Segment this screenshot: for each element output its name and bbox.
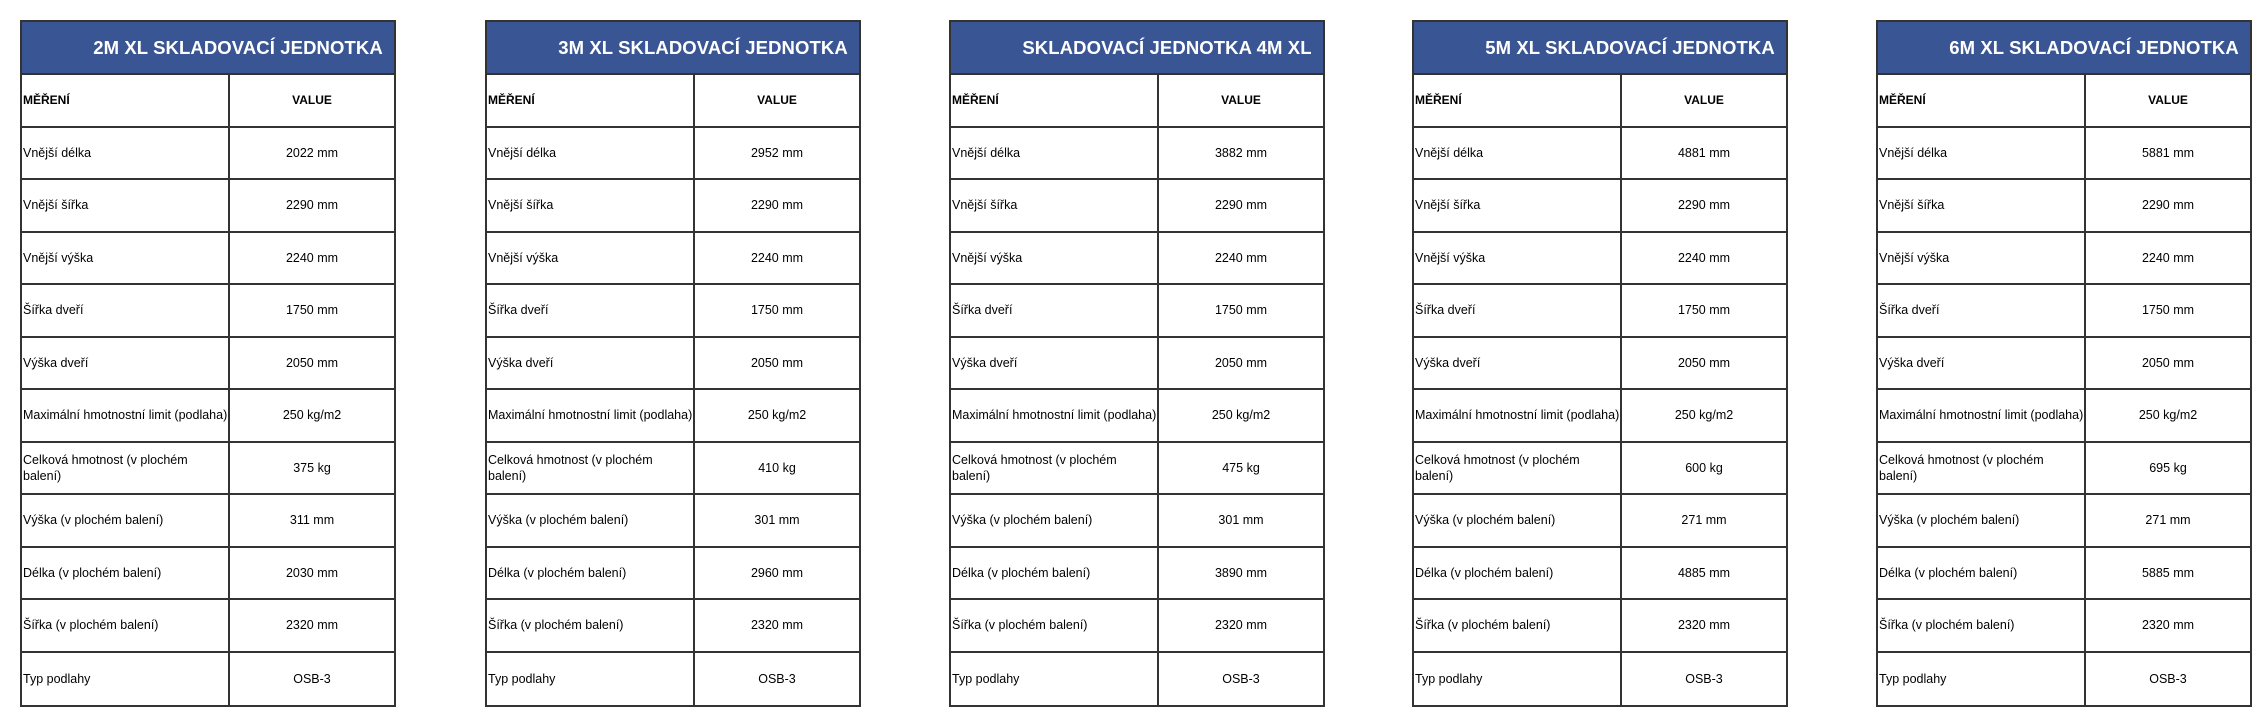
measurement-value: 2050 mm: [285, 355, 339, 370]
measurement-value: 2050 mm: [750, 355, 804, 370]
measurement-label: Šířka (v plochém balení): [951, 600, 1159, 651]
measurement-value: 2320 mm: [285, 618, 339, 633]
table-row: [1878, 233, 2250, 286]
measurement-label: Výška (v plochém balení): [1878, 495, 2086, 546]
table-row: [951, 653, 1323, 706]
table-row: [487, 128, 859, 181]
measurement-value: 2050 mm: [1214, 355, 1268, 370]
measurement-label: Typ podlahy: [951, 653, 1159, 706]
table-header-row: [1414, 75, 1786, 128]
measurement-label: Výška dveří: [1414, 338, 1622, 389]
measurement-label: Maximální hmotnostní limit (podlaha): [951, 390, 1159, 441]
measurement-value: 2290 mm: [1677, 198, 1731, 213]
measurement-value: 250 kg/m2: [747, 408, 807, 423]
table-row: [951, 180, 1323, 233]
measurement-label: Šířka (v plochém balení): [1414, 600, 1622, 651]
measurement-value: 250 kg/m2: [2138, 408, 2198, 423]
table-row: [1414, 548, 1786, 601]
table-row: [1878, 285, 2250, 338]
table-row: [951, 600, 1323, 653]
column-header-measurement: MĚŘENÍ: [1414, 75, 1622, 126]
measurement-value: OSB-3: [1222, 671, 1260, 686]
table-row: [22, 180, 394, 233]
measurement-label: Vnější délka: [1414, 128, 1622, 179]
table-title: 6M XL SKLADOVACÍ JEDNOTKA: [1878, 22, 2250, 75]
measurement-label: Typ podlahy: [1878, 653, 2086, 706]
measurement-label: Celková hmotnost (v plochém balení): [22, 443, 230, 494]
table-row: [1878, 338, 2250, 391]
table-row: [1414, 495, 1786, 548]
measurement-value: 2050 mm: [2141, 355, 2195, 370]
table-row: [1878, 180, 2250, 233]
table-row: [487, 600, 859, 653]
measurement-value: 2960 mm: [750, 565, 804, 580]
measurement-label: Výška dveří: [1878, 338, 2086, 389]
table-row: [1878, 128, 2250, 181]
table-row: [1878, 390, 2250, 443]
column-header-measurement: MĚŘENÍ: [22, 75, 230, 126]
measurement-value: 475 kg: [1222, 460, 1260, 475]
measurement-label: Výška (v plochém balení): [951, 495, 1159, 546]
column-header-value: VALUE: [2148, 93, 2188, 108]
measurement-value: 1750 mm: [1214, 303, 1268, 318]
measurement-label: Šířka dveří: [22, 285, 230, 336]
measurement-value: OSB-3: [758, 671, 796, 686]
measurement-label: Šířka dveří: [1878, 285, 2086, 336]
measurement-label: Šířka dveří: [951, 285, 1159, 336]
measurement-label: Délka (v plochém balení): [22, 548, 230, 599]
measurement-label: Maximální hmotnostní limit (podlaha): [487, 390, 695, 441]
spec-table: [20, 20, 396, 707]
table-header-row: [22, 75, 394, 128]
table-row: [1414, 180, 1786, 233]
measurement-value: 2240 mm: [285, 250, 339, 265]
table-row: [1878, 495, 2250, 548]
measurement-value: OSB-3: [2149, 671, 2187, 686]
measurement-value: 2050 mm: [1677, 355, 1731, 370]
measurement-value: 301 mm: [1218, 513, 1264, 528]
table-row: [487, 495, 859, 548]
measurement-label: Maximální hmotnostní limit (podlaha): [1878, 390, 2086, 441]
measurement-label: Výška (v plochém balení): [22, 495, 230, 546]
column-header-measurement: MĚŘENÍ: [487, 75, 695, 126]
measurement-label: Vnější šířka: [951, 180, 1159, 231]
table-row: [1414, 443, 1786, 496]
table-row: [1414, 233, 1786, 286]
spec-table: [1876, 20, 2252, 707]
measurement-label: Vnější šířka: [1878, 180, 2086, 231]
measurement-label: Vnější výška: [951, 233, 1159, 284]
measurement-label: Délka (v plochém balení): [1414, 548, 1622, 599]
measurement-label: Vnější šířka: [1414, 180, 1622, 231]
measurement-label: Vnější délka: [487, 128, 695, 179]
measurement-label: Celková hmotnost (v plochém balení): [1878, 443, 2086, 494]
table-row: [951, 390, 1323, 443]
measurement-value: 2030 mm: [285, 565, 339, 580]
table-row: [1878, 653, 2250, 706]
measurement-label: Vnější výška: [1414, 233, 1622, 284]
measurement-label: Celková hmotnost (v plochém balení): [1414, 443, 1622, 494]
table-row: [1414, 128, 1786, 181]
measurement-label: Šířka dveří: [487, 285, 695, 336]
measurement-value: 695 kg: [2149, 460, 2187, 475]
table-title: 5M XL SKLADOVACÍ JEDNOTKA: [1414, 22, 1786, 75]
measurement-value: 4881 mm: [1677, 145, 1731, 160]
column-header-measurement: MĚŘENÍ: [951, 75, 1159, 126]
measurement-value: 2320 mm: [1677, 618, 1731, 633]
measurement-label: Výška (v plochém balení): [487, 495, 695, 546]
measurement-label: Vnější výška: [487, 233, 695, 284]
measurement-label: Šířka (v plochém balení): [22, 600, 230, 651]
measurement-value: 2240 mm: [2141, 250, 2195, 265]
measurement-value: 1750 mm: [2141, 303, 2195, 318]
table-row: [951, 338, 1323, 391]
measurement-label: Vnější šířka: [487, 180, 695, 231]
table-row: [487, 390, 859, 443]
measurement-value: OSB-3: [293, 671, 331, 686]
measurement-value: 271 mm: [2145, 513, 2191, 528]
measurement-value: 2240 mm: [1214, 250, 1268, 265]
table-row: [951, 128, 1323, 181]
measurement-label: Šířka (v plochém balení): [487, 600, 695, 651]
table-header-row: [487, 75, 859, 128]
measurement-label: Vnější délka: [951, 128, 1159, 179]
table-row: [951, 548, 1323, 601]
measurement-label: Vnější délka: [22, 128, 230, 179]
table-row: [487, 180, 859, 233]
table-row: [22, 390, 394, 443]
spec-table: [485, 20, 861, 707]
measurement-value: 2240 mm: [750, 250, 804, 265]
table-row: [487, 443, 859, 496]
measurement-value: 2290 mm: [1214, 198, 1268, 213]
measurement-label: Délka (v plochém balení): [487, 548, 695, 599]
column-header-value: VALUE: [1684, 93, 1724, 108]
measurement-label: Délka (v plochém balení): [1878, 548, 2086, 599]
measurement-value: 2320 mm: [750, 618, 804, 633]
measurement-label: Výška dveří: [22, 338, 230, 389]
table-row: [1414, 653, 1786, 706]
measurement-value: 250 kg/m2: [282, 408, 342, 423]
measurement-value: 2290 mm: [2141, 198, 2195, 213]
measurement-value: 2290 mm: [285, 198, 339, 213]
table-row: [1414, 390, 1786, 443]
measurement-value: 250 kg/m2: [1674, 408, 1734, 423]
measurement-value: 1750 mm: [1677, 303, 1731, 318]
measurement-value: 4885 mm: [1677, 565, 1731, 580]
table-row: [1414, 338, 1786, 391]
measurement-label: Výška (v plochém balení): [1414, 495, 1622, 546]
table-title: 2M XL SKLADOVACÍ JEDNOTKA: [22, 22, 394, 75]
measurement-value: 600 kg: [1685, 460, 1723, 475]
measurement-value: 1750 mm: [750, 303, 804, 318]
measurement-value: 311 mm: [289, 513, 335, 528]
measurement-value: 5885 mm: [2141, 565, 2195, 580]
spec-table: [1412, 20, 1788, 707]
measurement-label: Vnější šířka: [22, 180, 230, 231]
table-row: [1414, 285, 1786, 338]
measurement-label: Vnější výška: [22, 233, 230, 284]
measurement-label: Celková hmotnost (v plochém balení): [951, 443, 1159, 494]
measurement-value: 1750 mm: [285, 303, 339, 318]
table-row: [1878, 443, 2250, 496]
measurement-label: Typ podlahy: [22, 653, 230, 706]
measurement-value: 271 mm: [1681, 513, 1727, 528]
measurement-label: Šířka dveří: [1414, 285, 1622, 336]
table-row: [487, 233, 859, 286]
measurement-value: 3890 mm: [1214, 565, 1268, 580]
measurement-label: Maximální hmotnostní limit (podlaha): [1414, 390, 1622, 441]
column-header-value: VALUE: [757, 93, 797, 108]
measurement-label: Vnější délka: [1878, 128, 2086, 179]
measurement-label: Výška dveří: [487, 338, 695, 389]
table-header-row: [951, 75, 1323, 128]
table-title: SKLADOVACÍ JEDNOTKA 4M XL: [951, 22, 1323, 75]
measurement-label: Typ podlahy: [487, 653, 695, 706]
measurement-value: 375 kg: [293, 460, 331, 475]
table-row: [22, 495, 394, 548]
table-row: [951, 443, 1323, 496]
table-row: [487, 338, 859, 391]
table-row: [1878, 548, 2250, 601]
table-row: [1414, 600, 1786, 653]
measurement-label: Vnější výška: [1878, 233, 2086, 284]
table-row: [22, 233, 394, 286]
measurement-label: Délka (v plochém balení): [951, 548, 1159, 599]
measurement-label: Celková hmotnost (v plochém balení): [487, 443, 695, 494]
measurement-value: 2320 mm: [1214, 618, 1268, 633]
measurement-label: Typ podlahy: [1414, 653, 1622, 706]
table-row: [22, 338, 394, 391]
table-title: 3M XL SKLADOVACÍ JEDNOTKA: [487, 22, 859, 75]
table-row: [22, 600, 394, 653]
table-row: [951, 285, 1323, 338]
measurement-value: 3882 mm: [1214, 145, 1268, 160]
table-row: [487, 285, 859, 338]
measurement-value: 410 kg: [758, 460, 796, 475]
column-header-value: VALUE: [1221, 93, 1261, 108]
measurement-value: OSB-3: [1685, 671, 1723, 686]
table-row: [22, 443, 394, 496]
table-row: [22, 653, 394, 706]
measurement-value: 2952 mm: [750, 145, 804, 160]
measurement-value: 250 kg/m2: [1211, 408, 1271, 423]
measurement-value: 2290 mm: [750, 198, 804, 213]
column-header-measurement: MĚŘENÍ: [1878, 75, 2086, 126]
table-row: [1878, 600, 2250, 653]
table-row: [951, 495, 1323, 548]
measurement-label: Maximální hmotnostní limit (podlaha): [22, 390, 230, 441]
table-row: [22, 285, 394, 338]
table-row: [22, 128, 394, 181]
measurement-value: 2022 mm: [285, 145, 339, 160]
measurement-value: 5881 mm: [2141, 145, 2195, 160]
spec-table: [949, 20, 1325, 707]
table-row: [22, 548, 394, 601]
measurement-value: 2320 mm: [2141, 618, 2195, 633]
table-row: [487, 548, 859, 601]
measurement-value: 2240 mm: [1677, 250, 1731, 265]
measurement-label: Šířka (v plochém balení): [1878, 600, 2086, 651]
table-row: [951, 233, 1323, 286]
table-row: [487, 653, 859, 706]
column-header-value: VALUE: [292, 93, 332, 108]
table-header-row: [1878, 75, 2250, 128]
measurement-label: Výška dveří: [951, 338, 1159, 389]
measurement-value: 301 mm: [754, 513, 800, 528]
